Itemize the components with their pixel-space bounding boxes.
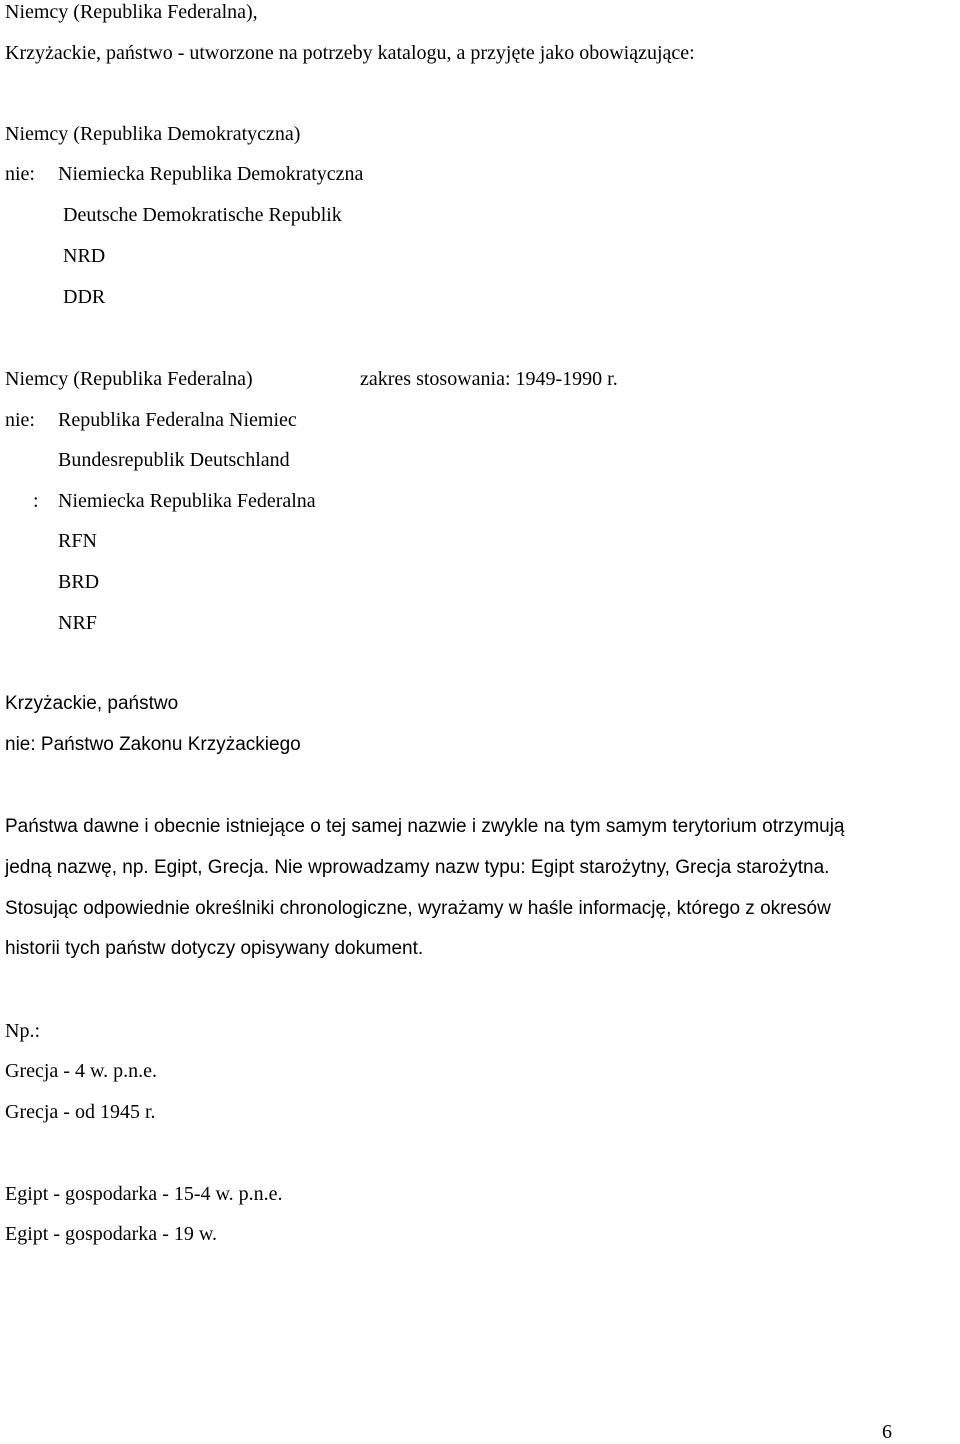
rfn-scope: zakres stosowania: 1949-1990 r. [360,368,618,390]
ddr-alt-2: Deutsche Demokratische Republik [63,204,342,226]
rfn-alt-6: NRF [58,612,97,634]
ddr-alt-1: Niemiecka Republika Demokratyczna [58,163,364,185]
teutonic-nie-line: nie: Państwo Zakonu Krzyżackiego [5,734,301,755]
paragraph-line-3: Stosując odpowiednie określniki chronologiczne, wyrażamy w haśle informację, którego z okresów [5,898,831,919]
page-number: 6 [882,1421,892,1443]
ddr-alt-3: NRD [63,245,106,267]
rfn-alt-3: Niemiecka Republika Federalna [58,490,316,512]
rfn-alt-2: Bundesrepublik Deutschland [58,449,290,471]
paragraph-line-2: jedną nazwę, np. Egipt, Grecja. Nie wprowadzamy nazw typu: Egipt starożytny, Grecja starożytna. [5,857,830,878]
intro-line-1: Niemcy (Republika Federalna), [5,1,258,23]
teutonic-heading: Krzyżackie, państwo [5,693,179,714]
rfn-nie-prefix: nie: [5,409,35,431]
examples-label: Np.: [5,1020,40,1042]
ddr-alt-4: DDR [63,286,106,308]
paragraph-line-1: Państwa dawne i obecnie istniejące o tej samej nazwie i zwykle na tym samym terytorium otrzymują [5,816,845,837]
rfn-colon-prefix: : [33,490,39,512]
example-1: Grecja - 4 w. p.n.e. [5,1060,157,1082]
example-2: Grecja - od 1945 r. [5,1101,156,1123]
rfn-alt-1: Republika Federalna Niemiec [58,409,297,431]
ddr-nie-prefix: nie: [5,163,35,185]
example-3: Egipt - gospodarka - 15-4 w. p.n.e. [5,1183,283,1205]
example-4: Egipt - gospodarka - 19 w. [5,1223,217,1245]
rfn-alt-4: RFN [58,530,97,552]
intro-line-2: Krzyżackie, państwo - utworzone na potrzeby katalogu, a przyjęte jako obowiązujące: [5,42,695,64]
paragraph-line-4: historii tych państw dotyczy opisywany dokument. [5,938,424,959]
rfn-heading: Niemcy (Republika Federalna) [5,368,253,390]
rfn-alt-5: BRD [58,571,100,593]
ddr-heading: Niemcy (Republika Demokratyczna) [5,123,301,145]
